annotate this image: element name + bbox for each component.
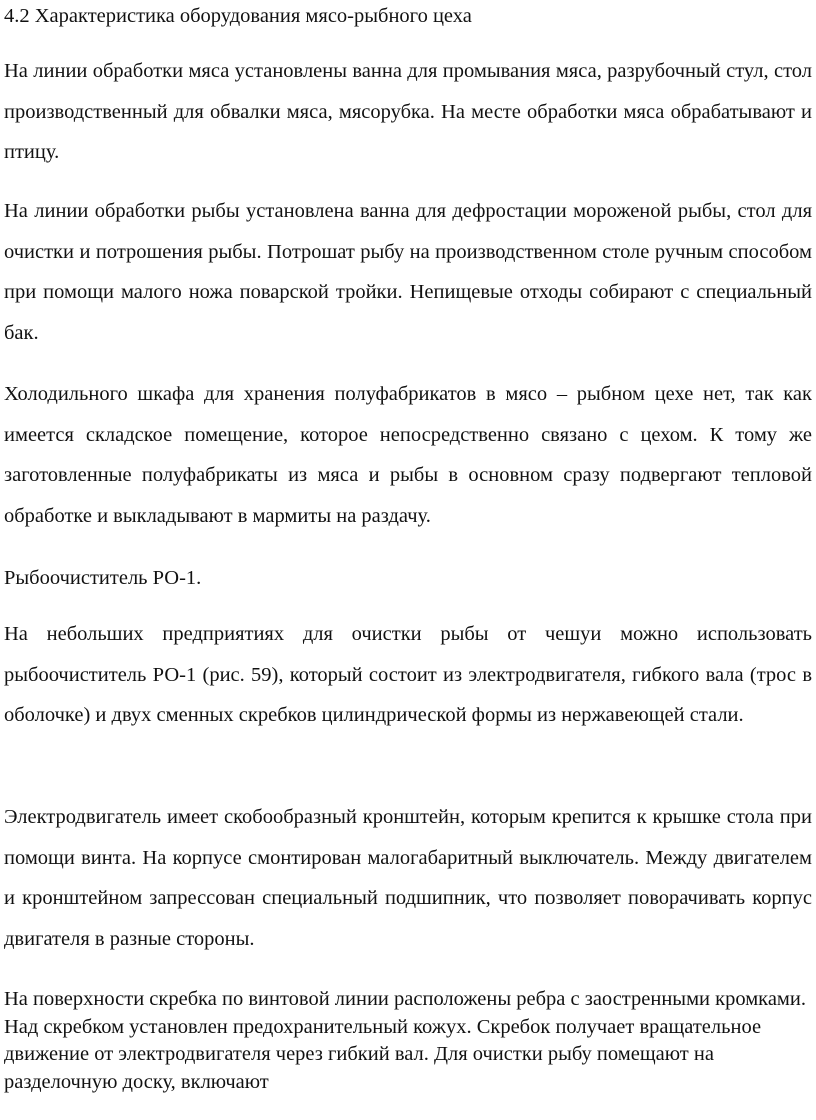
paragraph-motor-description: Электродвигатель имеет скобообразный кронштейн, которым крепится к крышке стола при помощи винта. На корпусе смонтирован малогабаритный выключатель. Между двигателем и кронштейном запрессован специальный подшипник, что позволяет поворачивать корпус двигателя в разные стороны. — [4, 806, 812, 950]
paragraph-fish-line: На линии обработки рыбы установлена ванна для дефростации мороженой рыбы, стол для очистки и потрошения рыбы. Потрошат рыбу на производственном столе ручным способом при помощи малого ножа поварской тройки. Непищевые отходы собирают с специальный бак. — [4, 200, 812, 344]
section-heading: 4.2 Характеристика оборудования мясо-рыбного цеха — [4, 5, 472, 27]
paragraph-refrigeration: Холодильного шкафа для хранения полуфабрикатов в мясо – рыбном цехе нет, так как имеется складское помещение, которое непосредственно связано с цехом. К тому же заготовленные полуфабрикаты из мяса и рыбы в основном сразу подвергают тепловой обработке и выкладывают в мармиты на раздачу. — [4, 383, 812, 527]
paragraph-scraper-description: На поверхности скребка по винтовой линии расположены ребра с заостренными кромками. Над скребком установлен предохранительный кожух. Скребок получает вращательное движение от электродвигателя через гибкий вал. Для очистки рыбу помещают на разделочную доску, включают — [4, 988, 806, 1093]
paragraph-meat-line: На линии обработки мяса установлены ванна для промывания мяса, разрубочный стул, стол производственный для обвалки мяса, мясорубка. На месте обработки мяса обрабатывают и птицу. — [4, 60, 812, 163]
paragraph-descaler-description: На небольших предприятиях для очистки рыбы от чешуи можно использовать рыбоочиститель РО-1 (рис. 59), который состоит из электродвигателя, гибкого вала (трос в оболочке) и двух сменных скребков цилиндрической формы из нержавеющей стали. — [4, 623, 812, 726]
paragraph-descaler-title: Рыбоочиститель РО-1. — [4, 567, 202, 589]
